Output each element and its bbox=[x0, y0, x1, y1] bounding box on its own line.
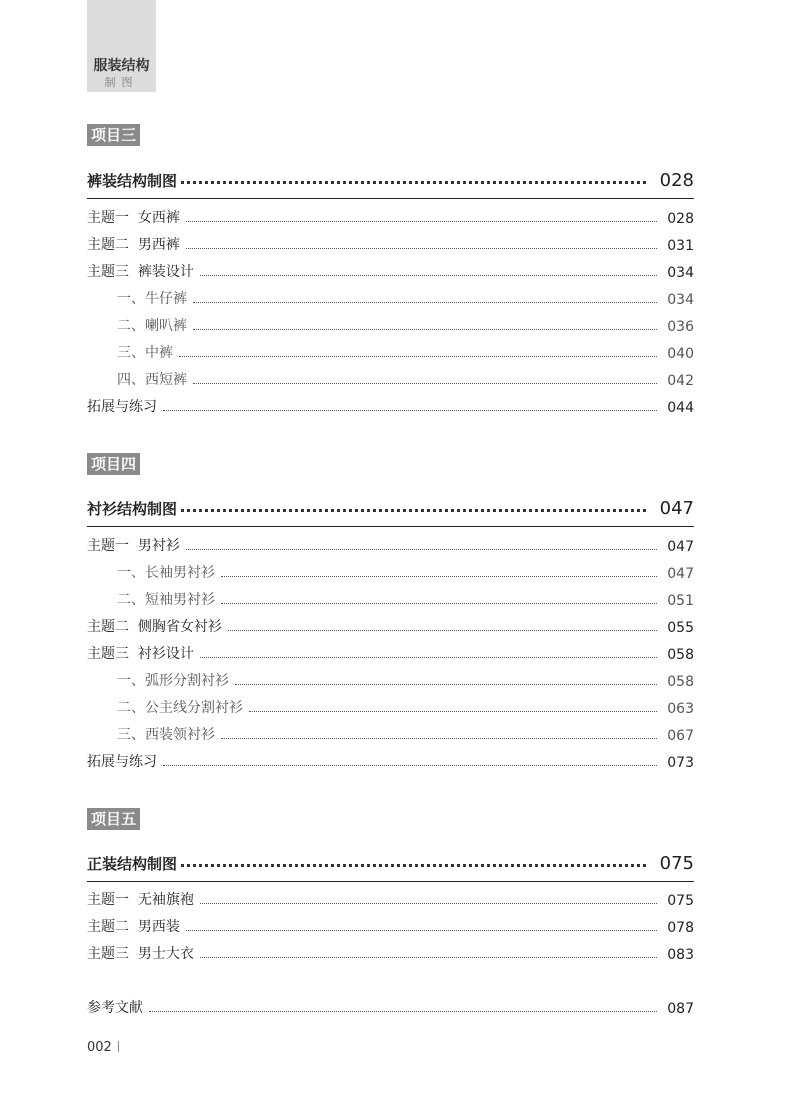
chapter-entry[interactable] bbox=[87, 493, 694, 519]
entry-page: 047 bbox=[667, 539, 694, 555]
toc-entry[interactable] bbox=[87, 643, 694, 663]
entry-page: 058 bbox=[667, 674, 694, 690]
leader-dots bbox=[186, 248, 657, 249]
leader-dots bbox=[186, 549, 657, 550]
entry-label: 四、西短裤 bbox=[117, 372, 187, 388]
entry-label: 主题二 男西装 bbox=[87, 919, 180, 935]
leader-dots bbox=[221, 738, 657, 739]
entry-label: 主题一 男衬衫 bbox=[87, 538, 180, 554]
leader-dots bbox=[149, 1011, 657, 1012]
toc-subentry[interactable] bbox=[117, 697, 694, 717]
chapter-page: 047 bbox=[659, 498, 694, 519]
leader-dots bbox=[200, 657, 657, 658]
toc-subentry[interactable] bbox=[117, 369, 694, 389]
entry-label: 二、公主线分割衬衫 bbox=[117, 700, 243, 716]
entry-page: 075 bbox=[667, 893, 694, 909]
entry-label: 一、弧形分割衬衫 bbox=[117, 673, 229, 689]
entry-page: 073 bbox=[667, 755, 694, 771]
chapter-title: 裤装结构制图 bbox=[87, 172, 178, 190]
entry-label: 主题一 无袖旗袍 bbox=[87, 892, 194, 908]
toc-subentry[interactable] bbox=[117, 315, 694, 335]
entry-page: 058 bbox=[667, 647, 694, 663]
toc-entry[interactable] bbox=[87, 535, 694, 555]
entry-label: 三、西装领衬衫 bbox=[117, 727, 215, 743]
references-entry[interactable] bbox=[87, 997, 694, 1017]
entry-label: 主题三 衬衫设计 bbox=[87, 646, 194, 662]
toc-entry[interactable] bbox=[87, 396, 694, 416]
chapter-entry[interactable] bbox=[87, 165, 694, 191]
entry-label: 一、牛仔裤 bbox=[117, 291, 187, 307]
leader-dots bbox=[163, 765, 657, 766]
entry-label: 主题一 女西裤 bbox=[87, 210, 180, 226]
leader-dots bbox=[249, 711, 657, 712]
entry-label: 二、短袖男衬衫 bbox=[117, 592, 215, 608]
entry-label: 二、喇叭裤 bbox=[117, 318, 187, 334]
toc-subentry[interactable] bbox=[117, 724, 694, 744]
leader-dots bbox=[181, 864, 646, 867]
leader-dots bbox=[200, 903, 657, 904]
chapter-page: 075 bbox=[659, 853, 694, 874]
entry-page: 087 bbox=[667, 1001, 694, 1017]
toc-entry[interactable] bbox=[87, 616, 694, 636]
toc-subentry[interactable] bbox=[117, 562, 694, 582]
leader-dots bbox=[200, 957, 657, 958]
chapter-rule bbox=[87, 526, 694, 527]
entry-label: 主题二 男西裤 bbox=[87, 237, 180, 253]
entry-label: 拓展与练习 bbox=[87, 754, 157, 770]
toc-subentry[interactable] bbox=[117, 589, 694, 609]
leader-dots bbox=[200, 275, 657, 276]
chapter-rule bbox=[87, 198, 694, 199]
book-title: 服装结构 bbox=[93, 58, 150, 74]
leader-dots bbox=[179, 356, 657, 357]
chapter-entry[interactable] bbox=[87, 848, 694, 874]
leader-dots bbox=[163, 410, 657, 411]
entry-page: 063 bbox=[667, 701, 694, 717]
entry-page: 031 bbox=[667, 238, 694, 254]
toc-entry[interactable] bbox=[87, 207, 694, 227]
leader-dots bbox=[181, 509, 646, 512]
page-number-text: 002 bbox=[87, 1040, 112, 1055]
project-badge: 项目四 bbox=[87, 453, 140, 475]
toc-subentry[interactable] bbox=[117, 670, 694, 690]
leader-dots bbox=[193, 329, 657, 330]
entry-page: 040 bbox=[667, 346, 694, 362]
leader-dots bbox=[186, 930, 657, 931]
entry-page: 034 bbox=[667, 265, 694, 281]
entry-page: 036 bbox=[667, 319, 694, 335]
leader-dots bbox=[221, 603, 657, 604]
toc-entry[interactable] bbox=[87, 261, 694, 281]
book-subtitle: 制图 bbox=[104, 76, 139, 89]
leader-dots bbox=[235, 684, 657, 685]
project-badge: 项目三 bbox=[87, 124, 140, 146]
entry-page: 028 bbox=[667, 211, 694, 227]
page-number bbox=[87, 1040, 119, 1055]
toc-entry[interactable] bbox=[87, 889, 694, 909]
leader-dots bbox=[181, 181, 646, 184]
toc-entry[interactable] bbox=[87, 916, 694, 936]
toc-entry[interactable] bbox=[87, 943, 694, 963]
entry-page: 042 bbox=[667, 373, 694, 389]
header-tab bbox=[87, 0, 156, 92]
page-number-divider bbox=[118, 1041, 119, 1052]
entry-page: 034 bbox=[667, 292, 694, 308]
entry-label: 主题二 侧胸省女衬衫 bbox=[87, 619, 222, 635]
entry-label: 三、中裤 bbox=[117, 345, 173, 361]
toc-subentry[interactable] bbox=[117, 288, 694, 308]
leader-dots bbox=[193, 383, 657, 384]
entry-page: 067 bbox=[667, 728, 694, 744]
entry-label: 拓展与练习 bbox=[87, 399, 157, 415]
leader-dots bbox=[193, 302, 657, 303]
entry-label: 一、长袖男衬衫 bbox=[117, 565, 215, 581]
chapter-title: 正装结构制图 bbox=[87, 855, 178, 873]
toc-entry[interactable] bbox=[87, 751, 694, 771]
entry-page: 051 bbox=[667, 593, 694, 609]
entry-page: 044 bbox=[667, 400, 694, 416]
entry-label: 参考文献 bbox=[87, 1000, 143, 1016]
chapter-rule bbox=[87, 881, 694, 882]
entry-page: 055 bbox=[667, 620, 694, 636]
project-badge: 项目五 bbox=[87, 808, 140, 830]
entry-page: 047 bbox=[667, 566, 694, 582]
leader-dots bbox=[228, 630, 657, 631]
toc-entry[interactable] bbox=[87, 234, 694, 254]
chapter-title: 衬衫结构制图 bbox=[87, 500, 178, 518]
leader-dots bbox=[221, 576, 657, 577]
chapter-page: 028 bbox=[659, 170, 694, 191]
entry-page: 078 bbox=[667, 920, 694, 936]
leader-dots bbox=[186, 221, 657, 222]
entry-page: 083 bbox=[667, 947, 694, 963]
entry-label: 主题三 男士大衣 bbox=[87, 946, 194, 962]
entry-label: 主题三 裤装设计 bbox=[87, 264, 194, 280]
toc-subentry[interactable] bbox=[117, 342, 694, 362]
